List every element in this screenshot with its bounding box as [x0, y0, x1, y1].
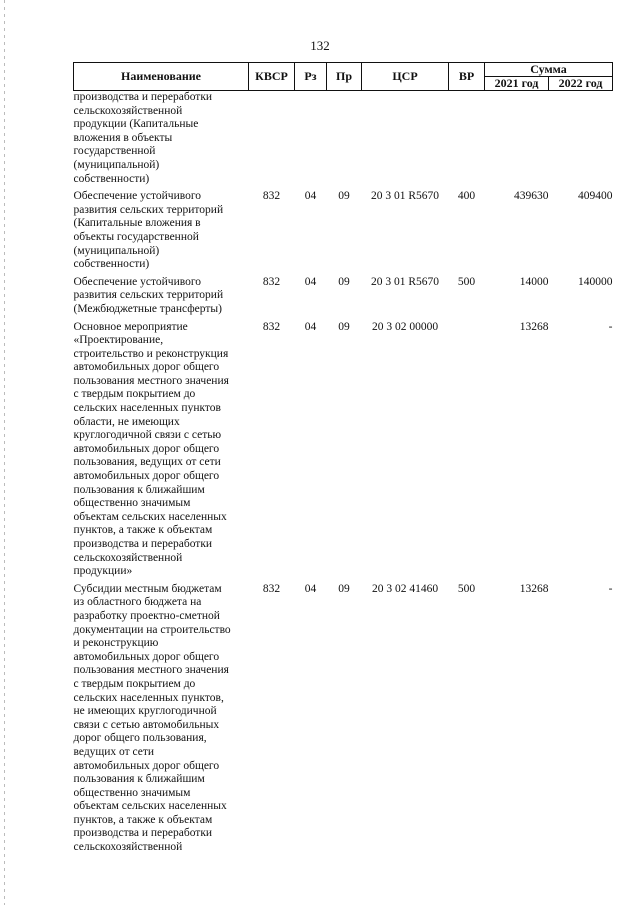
cell-name [74, 190, 249, 272]
name-line: пользования местного значения [73, 374, 229, 387]
name-line: общественно значимым [73, 786, 191, 799]
name-line: (Капитальные вложения в [73, 217, 201, 230]
name-line: объекты государственной [73, 230, 199, 243]
name-line: Обеспечение устойчивого [73, 190, 201, 203]
cell-kvsr: 832 [262, 582, 281, 595]
cell-kvsr: 832 [262, 275, 281, 288]
name-line: связи с сетью автомобильных [73, 718, 220, 731]
header-year-2021: 2021 год [485, 77, 549, 91]
name-line: дорог общего пользования, [73, 732, 207, 745]
cell-csr: 20 3 02 00000 [371, 320, 439, 333]
cell-pr [327, 91, 362, 187]
header-name: Наименование [74, 63, 249, 91]
name-line: вложения в объекты [73, 131, 173, 144]
name-line: автомобильных дорог общего [73, 442, 220, 455]
cell-kvsr [249, 91, 295, 187]
table-row [74, 276, 613, 317]
cell-csr [362, 91, 449, 187]
name-line: строительство и реконструкция [73, 347, 229, 360]
cell-sum-2022 [549, 91, 613, 187]
table-row [74, 91, 613, 187]
name-line: объектам сельских населенных [73, 800, 227, 813]
name-line: автомобильных дорог общего [73, 361, 220, 374]
cell-csr: 20 3 01 R5670 [370, 190, 440, 203]
cell-sum-2021: 14000 [519, 275, 549, 288]
header-vr: ВР [449, 63, 485, 91]
cell-sum-2022: - [608, 582, 613, 595]
name-line: (муниципальной) [73, 158, 160, 171]
cell-vr: 400 [457, 190, 476, 203]
name-line: Субсидии местным бюджетам [73, 582, 222, 595]
name-line: собственности) [73, 258, 150, 271]
name-line: пунктов, а также к объектам [73, 813, 213, 826]
cell-rz: 04 [304, 320, 317, 333]
header-sum: Сумма [485, 63, 613, 77]
cell-kvsr: 832 [262, 320, 281, 333]
name-line: сельскохозяйственной [73, 104, 183, 117]
cell-name [74, 583, 249, 855]
cell-csr: 20 3 01 R5670 [370, 275, 440, 288]
cell-rz: 04 [304, 190, 317, 203]
name-line: государственной [73, 145, 156, 158]
header-year-2022: 2022 год [549, 77, 613, 91]
name-line: (Межбюджетные трансферты) [73, 302, 222, 315]
name-line: общественно значимым [73, 497, 191, 510]
page-number: 132 [310, 38, 330, 53]
header-rz: Рз [295, 63, 327, 91]
cell-rz [295, 91, 327, 187]
cell-csr: 20 3 02 41460 [371, 582, 439, 595]
cell-sum-2021 [485, 91, 549, 187]
name-line: круглогодичной связи с сетью [73, 429, 222, 442]
cell-rz: 04 [304, 275, 317, 288]
name-line: сельских населенных пунктов, [73, 691, 224, 704]
budget-table [73, 62, 613, 855]
table-header [74, 63, 613, 91]
name-line: документации на строительство [73, 623, 231, 636]
name-line: автомобильных дорог общего [73, 759, 220, 772]
scan-edge-artifact [4, 0, 5, 905]
cell-vr: 500 [457, 582, 476, 595]
name-line: разработку проектно-сметной [73, 609, 220, 622]
name-line: развития сельских территорий [73, 203, 224, 216]
name-line: производства и переработки [73, 538, 213, 550]
name-line: объектам сельских населенных [73, 510, 227, 523]
name-line: производства и переработки [73, 827, 213, 840]
cell-kvsr: 832 [262, 190, 281, 203]
table-row [74, 583, 613, 855]
name-line: собственности) [73, 172, 150, 185]
name-line: продукции (Капитальные [73, 118, 199, 131]
name-line: сельских населенных пунктов [73, 402, 221, 415]
header-csr: ЦСР [362, 63, 449, 91]
name-line: Обеспечение устойчивого [73, 275, 201, 288]
cell-sum-2022: 409400 [578, 190, 613, 203]
cell-pr: 09 [338, 190, 350, 203]
cell-sum-2021: 13268 [519, 320, 549, 333]
cell-sum-2022: 140000 [578, 275, 613, 288]
cell-name [74, 321, 249, 579]
header-pr: Пр [327, 63, 362, 91]
name-line: и реконструкцию [73, 637, 159, 650]
name-line: с твердым покрытием до [73, 388, 196, 401]
name-line: пользования, ведущих от сети [73, 456, 221, 469]
cell-pr: 09 [338, 320, 350, 333]
cell-name [74, 276, 249, 317]
name-line: производства и переработки [73, 91, 213, 103]
cell-vr [449, 91, 485, 187]
table-row [74, 321, 613, 579]
name-line: Основное мероприятие [73, 320, 188, 333]
name-line: пользования к ближайшим [73, 773, 205, 786]
name-line: автомобильных дорог общего [73, 650, 220, 663]
cell-vr [449, 321, 485, 579]
name-line: не имеющих круглогодичной [73, 705, 217, 718]
name-line: ведущих от сети [73, 745, 155, 758]
name-line: сельскохозяйственной [73, 551, 183, 564]
name-line: (муниципальной) [73, 244, 160, 257]
name-line: пользования местного значения [73, 664, 229, 677]
name-line: пунктов, а также к объектам [73, 524, 213, 537]
name-line: продукции» [73, 565, 133, 578]
header-kvsr: КВСР [249, 63, 295, 91]
name-line: автомобильных дорог общего [73, 470, 220, 483]
cell-rz: 04 [304, 582, 317, 595]
cell-sum-2022: - [608, 320, 613, 333]
name-line: области, не имеющих [73, 415, 180, 428]
cell-sum-2021: 13268 [519, 582, 549, 595]
table-row [74, 190, 613, 272]
name-line: с твердым покрытием до [73, 677, 196, 690]
name-line: пользования к ближайшим [73, 483, 205, 496]
cell-pr: 09 [338, 582, 350, 595]
cell-vr: 500 [457, 275, 476, 288]
name-line: сельскохозяйственной [73, 841, 183, 854]
name-line: из областного бюджета на [73, 596, 202, 609]
name-line: развития сельских территорий [73, 289, 224, 302]
cell-sum-2021: 439630 [514, 190, 549, 203]
name-line: «Проектирование, [73, 334, 164, 347]
table-body [74, 91, 613, 855]
cell-name [74, 91, 249, 187]
cell-pr: 09 [338, 275, 350, 288]
